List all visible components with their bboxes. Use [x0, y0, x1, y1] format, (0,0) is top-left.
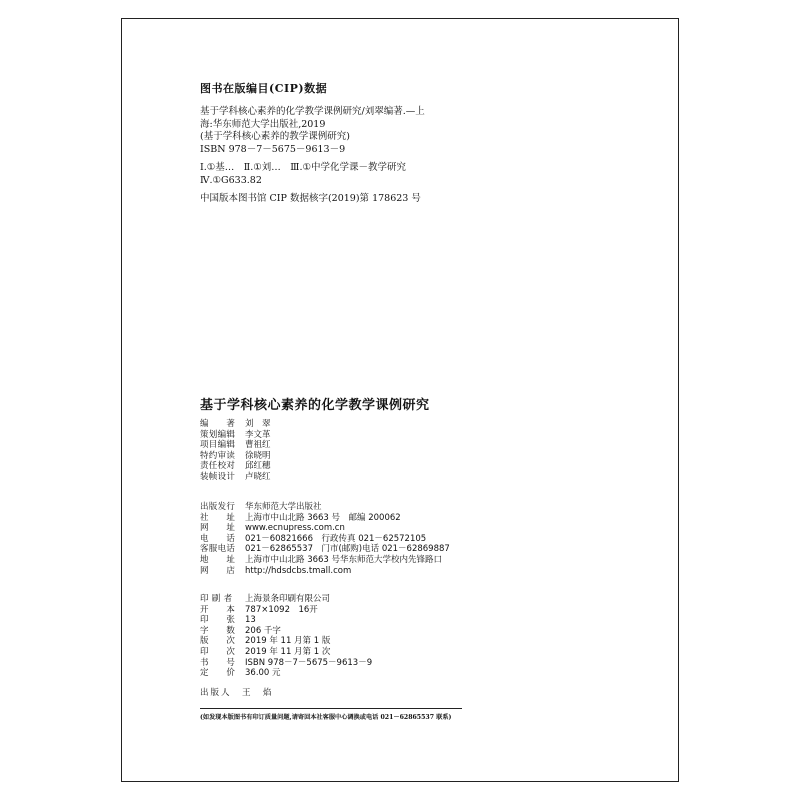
cip-classification: Ⅰ.①基… Ⅱ.①刘… Ⅲ.①中学化学课－教学研究 [200, 162, 406, 173]
cip-heading: 图书在版编目(CIP)数据 [200, 82, 328, 95]
publisher-value: 华东师范大学出版社 [245, 502, 322, 512]
printing-value: 2019 年 11 月第 1 版 [245, 636, 331, 647]
credit-label: 特约审读 [200, 450, 236, 461]
printing-label: 印 张 [200, 615, 236, 626]
publisher-row [200, 502, 450, 513]
printing-value: ISBN 978－7－5675－9613－9 [245, 657, 373, 668]
credit-value: 刘 翠 [245, 419, 271, 429]
credit-label: 项目编辑 [200, 440, 236, 451]
publisher-value: 021－62865537 门市(邮购)电话 021－62869887 [245, 544, 450, 555]
publisher-label: 网 店 [200, 565, 236, 576]
publisher-value: http://hdsdcbs.tmall.com [245, 565, 352, 576]
printing-label: 字 数 [200, 625, 236, 636]
printing-row [200, 626, 372, 637]
publisher-label: 地 址 [200, 554, 236, 565]
printing-label: 定 价 [200, 668, 236, 679]
cip-line: ISBN 978－7－5675－9613－9 [200, 143, 346, 155]
credit-row [200, 472, 271, 483]
credit-row [200, 440, 271, 451]
cip-line: 基于学科核心素养的化学教学课例研究/刘翠编著.—上 [200, 106, 425, 117]
credit-row [200, 419, 271, 430]
credit-value: 李文革 [245, 429, 271, 440]
credit-label: 策划编辑 [200, 429, 236, 440]
printing-row [200, 636, 372, 647]
quality-notice: (如发现本版图书有印订质量问题,请寄回本社客服中心调换或电话 021－62865537 联系) [200, 714, 452, 721]
cip-line: (基于学科核心素养的教学课例研究) [200, 131, 350, 142]
printing-value: 13 [245, 615, 256, 626]
divider [200, 708, 462, 709]
publisher-label: 网 址 [200, 523, 236, 534]
credit-row [200, 451, 271, 462]
credit-label: 责任校对 [200, 461, 236, 472]
printing-label: 书 号 [200, 657, 236, 668]
printing-row [200, 658, 372, 669]
publisher-label: 出版发行 [200, 502, 236, 512]
printing-value: 上海景条印刷有限公司 [245, 594, 331, 604]
publisher-label: 社 址 [200, 512, 236, 523]
credits-list [200, 419, 271, 483]
publisher-label: 电 话 [200, 533, 236, 544]
publisher-value: 021－60821666 行政传真 021－62572105 [245, 533, 427, 544]
printing-value: 36.00 元 [245, 668, 281, 679]
credit-row [200, 430, 271, 441]
printing-label: 版 次 [200, 636, 236, 647]
cip-line: 海:华东师范大学出版社,2019 [200, 118, 326, 130]
publisher-row [200, 555, 450, 566]
cip-classification: Ⅳ.①G633.82 [200, 174, 262, 186]
credit-label: 编 著 [200, 419, 236, 429]
publisher-value: 上海市中山北路 3663 号 邮编 200062 [245, 512, 401, 523]
printing-value: 2019 年 11 月第 1 次 [245, 646, 331, 657]
printing-label: 印 次 [200, 646, 236, 657]
book-title: 基于学科核心素养的化学教学课例研究 [200, 398, 430, 413]
issuer-line: 出版人 王 焰 [200, 688, 274, 698]
printing-label: 开 本 [200, 604, 236, 615]
publisher-value: 上海市中山北路 3663 号华东师范大学校内先锋路口 [245, 554, 443, 565]
credit-row [200, 461, 271, 472]
publisher-value: www.ecnupress.com.cn [245, 523, 345, 534]
printing-label: 印 刷 者 [200, 594, 233, 604]
publisher-row [200, 513, 450, 524]
printing-value: 787×1092 16开 [245, 604, 318, 615]
printing-row [200, 647, 372, 658]
publisher-row [200, 566, 450, 577]
publisher-row [200, 534, 450, 545]
cip-record-number: 中国版本图书馆 CIP 数据核字(2019)第 178623 号 [200, 193, 421, 204]
cip-block [200, 106, 470, 206]
printing-info [200, 594, 372, 679]
credit-value: 徐晓明 [245, 450, 271, 461]
printing-row [200, 615, 372, 626]
credit-value: 曹祖红 [245, 440, 271, 451]
printing-row [200, 605, 372, 616]
publisher-row [200, 544, 450, 555]
publisher-label: 客服电话 [200, 544, 236, 555]
publisher-row [200, 523, 450, 534]
printing-row [200, 668, 372, 679]
credit-value: 邱红穗 [245, 461, 271, 472]
credit-label: 装帧设计 [200, 471, 236, 482]
publisher-info [200, 502, 450, 576]
credit-value: 卢晓红 [245, 471, 271, 482]
printing-row [200, 594, 372, 605]
printing-value: 206 千字 [245, 625, 281, 636]
